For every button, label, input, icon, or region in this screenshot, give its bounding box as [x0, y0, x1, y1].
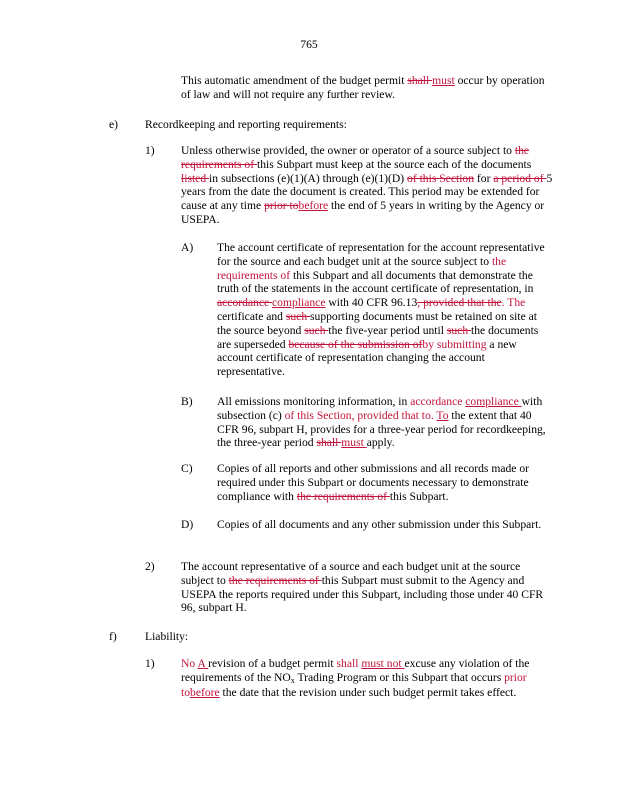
e1-deleted-4: a period of: [493, 171, 547, 185]
eA-text-6: supporting documents must be retained on site at the source beyond: [217, 309, 538, 337]
f1-paragraph: [181, 657, 553, 699]
section-e-heading: Recordkeeping and reporting requirements:: [145, 118, 347, 131]
e2-text-2: this Subpart must submit to the Agency and USEPA the reports required under this Subpart, including those under 40 CFR 96, subpart H.: [181, 573, 544, 615]
eB-paragraph: [217, 395, 553, 450]
f1-red-2: shall: [336, 657, 359, 670]
e1-text-1: Unless otherwise provided, the owner or operator of a source subject to: [181, 144, 515, 157]
eB-inserted-3: must: [341, 436, 367, 450]
eA-red-3: by submitting: [422, 337, 487, 351]
eB-text-5: the extent that 40 CFR 96, subpart H, provides for a three-year period for recordkeeping, the three-year period: [217, 408, 546, 450]
f1-subscript-x: x: [290, 675, 295, 685]
e1-text-4: for: [474, 171, 494, 185]
eA-text-4: .: [501, 296, 508, 310]
eA-text-8: the documents are superseded: [217, 323, 539, 351]
eA-text-3: with 40 CFR 96.13: [325, 296, 418, 310]
e1-text-2: this Subpart must keep at the source each of the documents: [256, 157, 532, 171]
section-f-label: f): [109, 630, 117, 643]
eB-red-2: of this Section, provided that to.: [284, 408, 434, 422]
eA-red-2: The: [507, 296, 526, 310]
eA-text-1: The account certificate of representation for the account representative for the source and each budget unit at the source subject to: [217, 241, 545, 268]
e1-label: 1): [145, 144, 155, 157]
eC-paragraph: [217, 462, 553, 503]
eC-text-2: this Subpart.: [389, 489, 449, 503]
eB-text-6: apply.: [366, 436, 395, 450]
f1-inserted-3: before: [190, 685, 220, 699]
e1-deleted-5: prior to: [264, 199, 299, 213]
e2-text-1: The account representative of a source and each budget unit at the source subject to: [181, 560, 521, 587]
eA-text-9: a new account certificate of representation changing the account representative.: [217, 337, 517, 379]
f1-text-2: revision of a budget permit: [208, 657, 337, 670]
e1-text-3: in subsections (e)(1)(A) through (e)(1)(D): [209, 171, 408, 185]
eA-deleted-4: such: [304, 323, 329, 337]
eB-label: B): [181, 395, 193, 408]
eD-paragraph: [217, 518, 547, 532]
e2-label: 2): [145, 560, 155, 573]
section-e-label: e): [109, 118, 119, 131]
intro-inserted-must: must: [432, 74, 455, 87]
eA-label: A): [181, 241, 194, 254]
intro-paragraph: [181, 74, 551, 102]
eA-deleted-3: such: [285, 309, 311, 323]
eB-inserted-1: compliance: [465, 395, 522, 408]
f1-inserted-1: A: [197, 657, 209, 670]
eD-label: D): [181, 518, 194, 531]
eB-deleted-1: shall: [316, 436, 342, 450]
e1-deleted-1: the requirements of: [181, 144, 530, 171]
eB-text-3: with subsection (c): [217, 395, 543, 422]
section-f-heading: Liability:: [145, 630, 189, 643]
intro-text-1: This automatic amendment of the budget permit: [181, 74, 408, 87]
f1-red-1: No: [181, 657, 196, 670]
e1-inserted-5: before: [298, 199, 329, 213]
eA-deleted-1: accordance: [217, 296, 273, 310]
page-number: 765: [300, 38, 318, 51]
eA-red-1: the requirements of: [217, 254, 507, 282]
f1-label: 1): [145, 657, 155, 670]
eC-deleted-1: the requirements of: [296, 489, 390, 503]
eC-text-1: Copies of all reports and other submissions and all records made or required under this Subpart or documents necessary to demonstrate compliance with: [217, 462, 529, 503]
eC-label: C): [181, 462, 193, 475]
f1-red-3: prior to: [181, 670, 527, 699]
eA-paragraph: [217, 241, 553, 379]
f1-text-4: excuse any violation of the requirements of the NO: [181, 657, 530, 684]
e1-deleted-2: listed: [181, 171, 210, 185]
e2-deleted-1: the requirements of: [228, 573, 322, 587]
intro-deleted-shall: shall: [407, 74, 433, 87]
eA-deleted-2: , provided that the: [417, 296, 502, 310]
e1-deleted-3: of this Section: [407, 171, 475, 185]
eA-deleted-5: such: [446, 323, 472, 337]
eD-text-1: Copies of all documents and any other submission under this Subpart.: [217, 518, 542, 531]
f1-inserted-2: must not: [361, 657, 405, 670]
intro-text-2: occur by operation of law and will not require any further review.: [181, 74, 545, 101]
eA-inserted-1: compliance: [272, 296, 326, 310]
eB-text-1: All emissions monitoring information, in: [217, 395, 411, 408]
e1-text-6: the end of 5 years in writing by the Agency or USEPA.: [181, 199, 545, 226]
eA-text-2: this Subpart and all documents that demonstrate the truth of the statements in the account certificate of representation, in: [217, 268, 534, 296]
eB-inserted-2: To: [436, 408, 449, 422]
eA-text-7: the five-year period until: [328, 323, 447, 337]
eB-red-1: accordance: [410, 395, 463, 408]
eA-text-5: certificate and: [217, 309, 286, 323]
e1-text-5: 5 years from the date the document is created. This period may be extended for cause at any time: [181, 171, 553, 213]
e2-paragraph: [181, 560, 551, 615]
f1-text-5: Trading Program or this Subpart that occurs: [294, 670, 505, 684]
f1-text-6: the date that the revision under such budget permit takes effect.: [219, 685, 517, 699]
e1-paragraph: [181, 144, 553, 227]
eA-deleted-6: because of the submission of: [288, 337, 423, 351]
